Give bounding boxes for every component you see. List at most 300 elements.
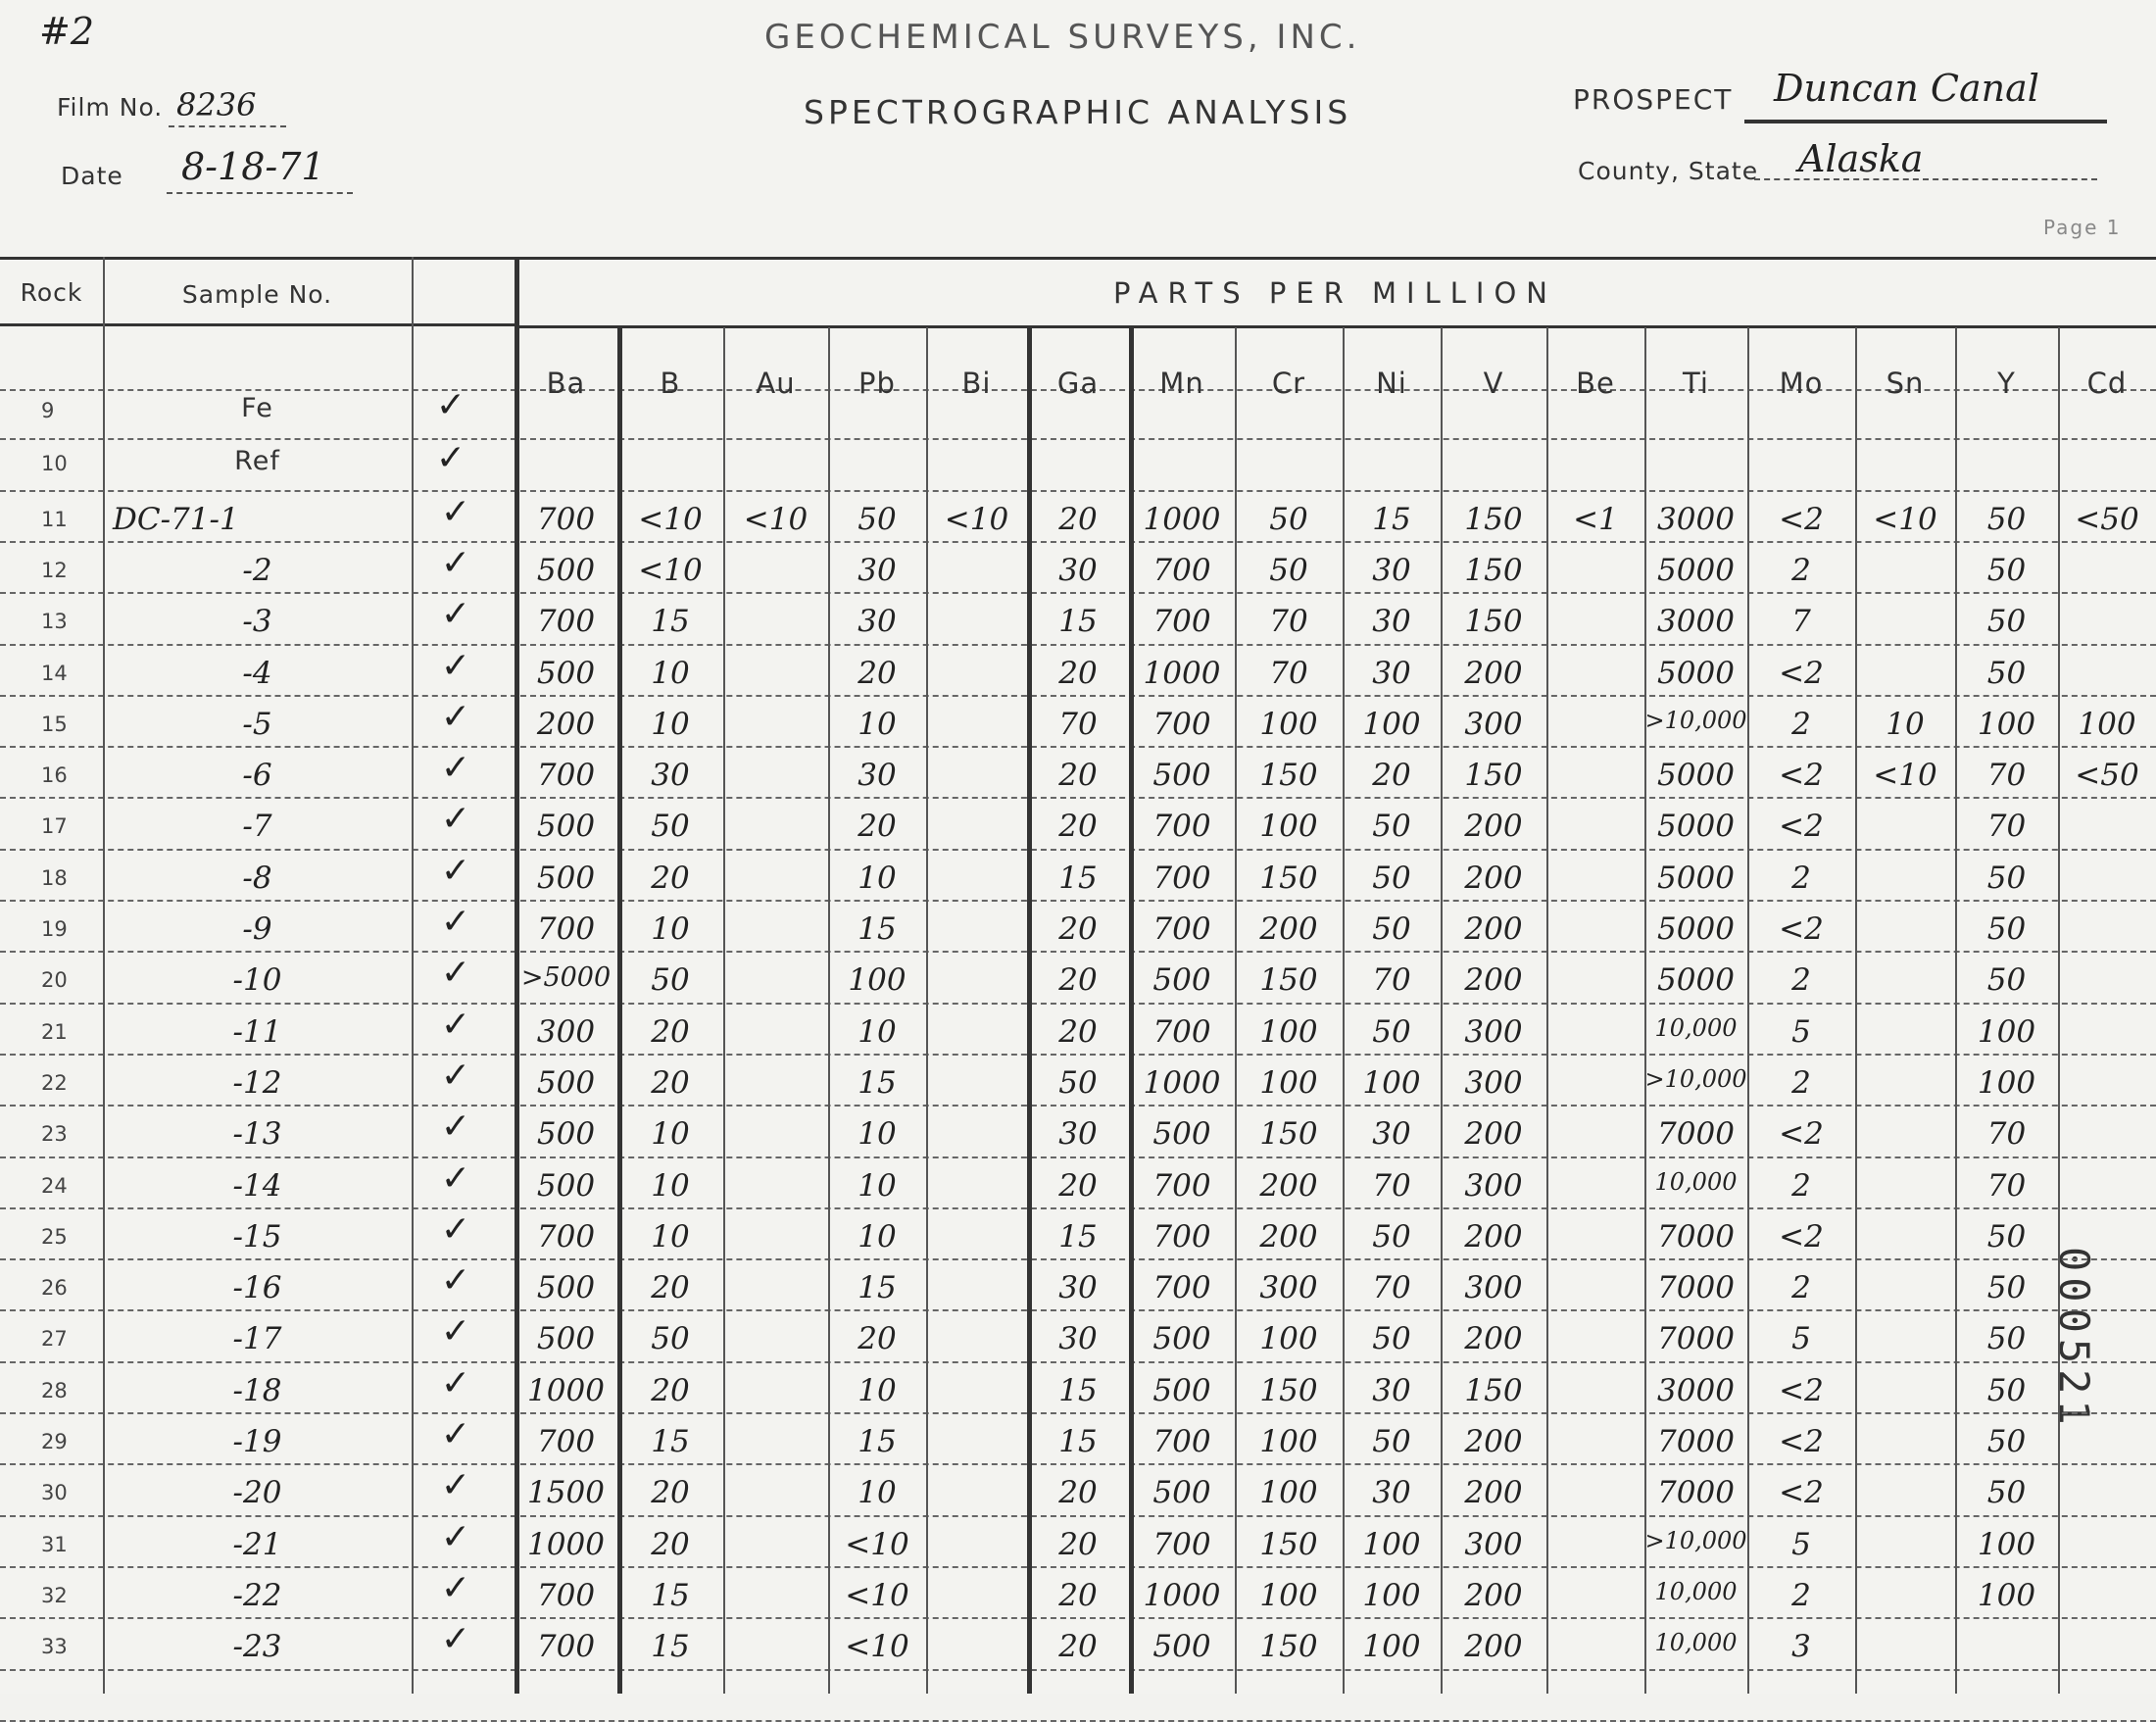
- ppm-value-pb: 30: [858, 604, 897, 640]
- ppm-value-b: 10: [651, 1218, 690, 1255]
- row-number: 10: [41, 452, 68, 476]
- ppm-value-y: 50: [1986, 655, 2027, 691]
- ppm-value-v: 200: [1464, 1629, 1523, 1665]
- row-number: 31: [41, 1532, 68, 1556]
- sample-number: -20: [232, 1475, 282, 1511]
- row-number: 11: [41, 507, 68, 531]
- ppm-value-ti: 5000: [1657, 655, 1735, 691]
- ppm-value-mn: 500: [1152, 1475, 1211, 1511]
- row-number: 17: [41, 814, 68, 839]
- check-mark: ✓: [440, 1260, 471, 1302]
- corner-mark: #2: [39, 10, 95, 53]
- ppm-value-cr: 150: [1259, 1629, 1318, 1665]
- ppm-value-mo: <2: [1779, 655, 1824, 691]
- element-header-sn: Sn: [1886, 367, 1925, 400]
- ppm-value-v: 150: [1464, 604, 1523, 640]
- ppm-value-b: 20: [651, 860, 690, 896]
- row-number: 25: [41, 1224, 68, 1249]
- ppm-value-ga: 20: [1058, 809, 1098, 845]
- ppm-value-ni: 30: [1372, 552, 1411, 588]
- ppm-value-cr: 100: [1259, 1424, 1318, 1459]
- ppm-value-ti: 7000: [1657, 1424, 1735, 1459]
- ppm-value-ti: 5000: [1657, 860, 1735, 896]
- film-underline: [169, 125, 286, 127]
- row-rule: [0, 746, 2156, 748]
- ppm-value-ti: 7000: [1657, 1218, 1735, 1255]
- ppm-value-mn: 1000: [1143, 1577, 1221, 1613]
- ppm-value-pb: 20: [858, 1321, 897, 1357]
- sample-number: -13: [232, 1116, 282, 1153]
- ppm-value-ni: 50: [1372, 1218, 1411, 1255]
- element-header-ga: Ga: [1056, 367, 1100, 400]
- ppm-value-cr: 150: [1259, 1372, 1318, 1408]
- ppm-value-ti: 3000: [1657, 501, 1735, 537]
- ppm-value-pb: 10: [858, 1372, 897, 1408]
- ppm-value-ba: 200: [536, 706, 596, 742]
- ppm-value-ni: 100: [1362, 1629, 1421, 1665]
- ppm-value-y: 70: [1986, 1167, 2027, 1204]
- ppm-value-mo: <2: [1779, 1424, 1824, 1459]
- ppm-value-pb: 100: [848, 962, 906, 999]
- row-number: 23: [41, 1122, 68, 1147]
- element-header-b: B: [660, 367, 681, 400]
- check-mark: ✓: [440, 799, 471, 840]
- row-rule: [0, 1054, 2156, 1056]
- ppm-value-v: 150: [1464, 552, 1523, 588]
- ppm-value-cr: 70: [1269, 655, 1308, 691]
- ppm-value-v: 200: [1464, 1321, 1523, 1357]
- ppm-value-pb: 30: [858, 758, 897, 794]
- ppm-value-ti: 5000: [1657, 809, 1735, 845]
- ppm-value-ti: 3000: [1657, 1372, 1735, 1408]
- ppm-value-mn: 500: [1152, 1116, 1211, 1153]
- element-header-ba: Ba: [546, 367, 586, 400]
- ppm-value-ba: 1000: [527, 1372, 605, 1408]
- ppm-value-ba: 500: [536, 860, 596, 896]
- ppm-value-ni: 50: [1372, 1321, 1411, 1357]
- ppm-value-mo: 5: [1791, 1321, 1811, 1357]
- ppm-value-ba: 500: [536, 552, 596, 588]
- row-number: 33: [41, 1635, 68, 1659]
- ppm-value-mn: 500: [1152, 1321, 1211, 1357]
- ppm-value-ga: 20: [1058, 1167, 1098, 1204]
- ppm-value-ga: 15: [1058, 604, 1098, 640]
- row-number: 27: [41, 1327, 68, 1352]
- ppm-value-ga: 20: [1058, 1013, 1098, 1050]
- ppm-value-cd: 100: [2078, 706, 2136, 742]
- ppm-value-mn: 500: [1152, 962, 1211, 999]
- ppm-value-b: 50: [651, 809, 690, 845]
- ppm-value-mo: 2: [1791, 962, 1811, 999]
- check-mark: ✓: [440, 1311, 471, 1353]
- ppm-value-pb: 10: [858, 1116, 897, 1153]
- ppm-value-ga: 20: [1058, 1577, 1098, 1613]
- ppm-value-ga: 20: [1058, 1526, 1098, 1562]
- sample-number: -19: [232, 1424, 282, 1459]
- row-number: 9: [41, 399, 55, 422]
- page-label: Page 1: [2043, 216, 2122, 239]
- ppm-value-mo: <2: [1779, 1372, 1824, 1408]
- row-rule: [0, 1412, 2156, 1414]
- ppm-value-ni: 20: [1372, 758, 1411, 794]
- ppm-value-cr: 100: [1259, 809, 1318, 845]
- check-mark: ✓: [435, 385, 466, 425]
- ppm-value-v: 300: [1464, 1270, 1523, 1306]
- ppm-value-ti: 5000: [1657, 552, 1735, 588]
- element-header-au: Au: [756, 367, 796, 400]
- ppm-value-ba: >5000: [520, 962, 612, 994]
- ppm-value-mn: 700: [1152, 1424, 1211, 1459]
- sample-header: Sample No.: [181, 280, 333, 309]
- check-mark: ✓: [440, 1107, 471, 1148]
- check-mark: ✓: [440, 1567, 471, 1608]
- ppm-value-b: 10: [651, 706, 690, 742]
- ppm-value-ti: 7000: [1657, 1270, 1735, 1306]
- row-rule: [0, 1669, 2156, 1671]
- ppm-value-mn: 700: [1152, 860, 1211, 896]
- ppm-value-ti: 10,000: [1654, 1167, 1738, 1196]
- ppm-value-v: 200: [1464, 1218, 1523, 1255]
- ppm-value-v: 200: [1464, 860, 1523, 896]
- ppm-value-mn: 700: [1152, 1526, 1211, 1562]
- ppm-value-b: 30: [651, 758, 690, 794]
- ppm-value-ba: 1500: [527, 1475, 605, 1511]
- ppm-value-mn: 700: [1152, 1218, 1211, 1255]
- ppm-value-ni: 100: [1362, 1064, 1421, 1101]
- ppm-value-b: 10: [651, 911, 690, 947]
- ppm-value-mo: 2: [1791, 1167, 1811, 1204]
- ppm-value-v: 200: [1464, 809, 1523, 845]
- ppm-value-mn: 700: [1152, 552, 1211, 588]
- prospect-underline: [1744, 120, 2107, 123]
- ppm-value-b: <10: [638, 552, 703, 588]
- sample-number: -9: [242, 911, 272, 947]
- ppm-value-cr: 100: [1259, 1475, 1318, 1511]
- ppm-value-ti: 5000: [1657, 911, 1735, 947]
- ppm-value-ba: 500: [536, 1321, 596, 1357]
- ppm-value-cr: 100: [1259, 1013, 1318, 1050]
- sample-number: -23: [232, 1629, 282, 1665]
- ppm-value-y: 50: [1986, 1475, 2027, 1511]
- ppm-value-y: 70: [1986, 809, 2027, 845]
- stamp-number: 000521: [2050, 1247, 2098, 1431]
- ppm-value-ti: 7000: [1657, 1475, 1735, 1511]
- ppm-value-mn: 700: [1152, 604, 1211, 640]
- ppm-value-ni: 30: [1372, 655, 1411, 691]
- ppm-value-b: 20: [651, 1475, 690, 1511]
- ppm-value-ti: >10,000: [1644, 1064, 1747, 1093]
- check-mark: ✓: [440, 902, 471, 942]
- ppm-value-ti: 5000: [1657, 758, 1735, 794]
- ppm-value-mn: 1000: [1143, 655, 1221, 691]
- ppm-value-ni: 100: [1362, 1526, 1421, 1562]
- sample-number: -7: [242, 809, 272, 845]
- ppm-value-y: 50: [1986, 911, 2027, 947]
- check-mark: ✓: [440, 1055, 471, 1096]
- row-number: 28: [41, 1378, 68, 1402]
- ppm-value-ni: 70: [1372, 1270, 1411, 1306]
- ppm-value-pb: 20: [858, 809, 897, 845]
- ppm-value-mo: <2: [1779, 501, 1824, 537]
- ppm-value-y: 50: [1986, 1270, 2027, 1306]
- ppm-value-y: 70: [1986, 1116, 2027, 1153]
- ppm-value-mo: <2: [1779, 1116, 1824, 1153]
- ppm-value-cd: <50: [2075, 758, 2139, 794]
- ppm-value-y: 100: [1977, 1013, 2036, 1050]
- ppm-value-ga: 30: [1058, 1116, 1098, 1153]
- ppm-value-cr: 150: [1259, 758, 1318, 794]
- ppm-value-pb: 15: [858, 1064, 897, 1101]
- ppm-value-b: 20: [651, 1372, 690, 1408]
- ppm-value-y: 50: [1986, 1372, 2027, 1408]
- row-number: 15: [41, 712, 68, 736]
- row-rule: [0, 1566, 2156, 1568]
- row-rule: [0, 1156, 2156, 1158]
- ppm-value-ba: 500: [536, 655, 596, 691]
- row-number: 20: [41, 968, 68, 993]
- ppm-value-v: 150: [1464, 1372, 1523, 1408]
- sample-number: -4: [242, 655, 272, 691]
- ppm-value-mo: 5: [1791, 1013, 1811, 1050]
- element-header-v: V: [1483, 367, 1504, 400]
- row-number: 13: [41, 610, 68, 634]
- check-mark: ✓: [440, 1208, 471, 1250]
- ppm-value-ba: 700: [536, 1629, 596, 1665]
- row-number: 30: [41, 1481, 68, 1505]
- ppm-value-ti: 5000: [1657, 962, 1735, 999]
- ppm-value-b: 15: [651, 604, 690, 640]
- row-rule: [0, 438, 2156, 440]
- ppm-value-y: 70: [1986, 758, 2027, 794]
- ppm-value-y: 100: [1977, 1577, 2036, 1613]
- element-header-mo: Mo: [1779, 367, 1824, 400]
- row-number: 16: [41, 763, 68, 788]
- element-header-ti: Ti: [1683, 367, 1709, 400]
- ppm-value-mo: <2: [1779, 1218, 1824, 1255]
- check-mark: ✓: [440, 953, 471, 994]
- ppm-value-pb: 30: [858, 552, 897, 588]
- ppm-value-ni: 50: [1372, 860, 1411, 896]
- ppm-value-ni: 30: [1372, 1372, 1411, 1408]
- ppm-value-ti: 10,000: [1654, 1013, 1738, 1042]
- ppm-value-v: 300: [1464, 1064, 1523, 1101]
- ppm-value-sn: <10: [1873, 758, 1937, 794]
- ppm-value-b: 10: [651, 1116, 690, 1153]
- sample-number: -22: [232, 1577, 282, 1613]
- check-mark: ✓: [440, 1362, 471, 1403]
- ppm-value-y: 100: [1977, 706, 2036, 742]
- ppm-value-ga: 15: [1058, 860, 1098, 896]
- rock-header: Rock: [20, 278, 83, 307]
- ppm-value-ba: 300: [536, 1013, 596, 1050]
- ppm-value-ni: 70: [1372, 962, 1411, 999]
- ppm-value-ni: 50: [1372, 911, 1411, 947]
- ppm-value-b: 20: [651, 1013, 690, 1050]
- ppm-value-y: 100: [1977, 1526, 2036, 1562]
- ppm-value-ga: 20: [1058, 501, 1098, 537]
- ppm-value-cr: 100: [1259, 1577, 1318, 1613]
- ppm-value-v: 200: [1464, 911, 1523, 947]
- ppm-value-ba: 700: [536, 758, 596, 794]
- ppm-value-v: 200: [1464, 962, 1523, 999]
- ppm-value-mo: 2: [1791, 1577, 1811, 1613]
- check-mark: ✓: [440, 1619, 471, 1660]
- ppm-value-ga: 30: [1058, 1321, 1098, 1357]
- ppm-value-ga: 20: [1058, 1629, 1098, 1665]
- ppm-value-ba: 700: [536, 501, 596, 537]
- ppm-value-ba: 500: [536, 1270, 596, 1306]
- ppm-value-mn: 1000: [1143, 501, 1221, 537]
- check-mark: ✓: [440, 850, 471, 891]
- ppm-value-ga: 15: [1058, 1424, 1098, 1459]
- ppm-value-v: 300: [1464, 706, 1523, 742]
- reference-sample: Ref: [234, 446, 280, 477]
- ppm-value-cr: 200: [1259, 911, 1318, 947]
- element-header-bi: Bi: [961, 367, 992, 400]
- ppm-value-v: 150: [1464, 758, 1523, 794]
- ppm-header: PARTS PER MILLION: [1113, 276, 1557, 310]
- check-mark: ✓: [435, 438, 466, 479]
- ppm-value-pb: 10: [858, 1475, 897, 1511]
- ppm-value-mo: 3: [1791, 1629, 1811, 1665]
- check-mark: ✓: [440, 1157, 471, 1199]
- ppm-value-y: 50: [1986, 962, 2027, 999]
- ppm-value-y: 50: [1986, 1321, 2027, 1357]
- ppm-value-y: 100: [1977, 1064, 2036, 1101]
- ppm-value-ni: 50: [1372, 1424, 1411, 1459]
- ppm-value-ga: 70: [1058, 706, 1098, 742]
- ppm-value-ga: 15: [1058, 1372, 1098, 1408]
- ppm-value-pb: 10: [858, 1167, 897, 1204]
- document-title: SPECTROGRAPHIC ANALYSIS: [804, 93, 1352, 131]
- ppm-value-au: <10: [743, 501, 808, 537]
- ppm-value-ni: 30: [1372, 1475, 1411, 1511]
- row-number: 24: [41, 1173, 68, 1198]
- ppm-value-b: 20: [651, 1270, 690, 1306]
- ppm-value-ni: 70: [1372, 1167, 1411, 1204]
- date-value: 8-18-71: [181, 145, 325, 188]
- ppm-value-v: 300: [1464, 1013, 1523, 1050]
- prospect-label: PROSPECT: [1573, 83, 1734, 116]
- header-bottom-rule: [0, 323, 514, 326]
- county-value: Alaska: [1798, 137, 1924, 180]
- ppm-value-b: 15: [651, 1424, 690, 1459]
- ppm-value-sn: 10: [1886, 706, 1925, 742]
- ppm-value-mo: 5: [1791, 1526, 1811, 1562]
- sample-number: DC-71-1: [113, 501, 239, 537]
- ppm-value-v: 300: [1464, 1526, 1523, 1562]
- ppm-value-ga: 15: [1058, 1218, 1098, 1255]
- check-mark: ✓: [440, 696, 471, 737]
- ppm-value-ga: 50: [1058, 1064, 1098, 1101]
- film-value: 8236: [176, 86, 257, 123]
- ppm-value-cr: 50: [1269, 552, 1308, 588]
- ppm-value-pb: 15: [858, 1270, 897, 1306]
- row-number: 12: [41, 558, 68, 582]
- ppm-value-ni: 15: [1372, 501, 1411, 537]
- ppm-value-b: 20: [651, 1526, 690, 1562]
- ppm-table: [0, 257, 2156, 1694]
- sample-number: -8: [242, 860, 272, 896]
- check-mark: ✓: [440, 1516, 471, 1557]
- row-rule: [0, 1258, 2156, 1260]
- row-number: 29: [41, 1430, 68, 1453]
- ppm-value-y: 50: [1986, 501, 2027, 537]
- row-rule: [0, 951, 2156, 953]
- ppm-value-v: 200: [1464, 655, 1523, 691]
- ppm-value-b: 10: [651, 1167, 690, 1204]
- check-mark: ✓: [440, 748, 471, 789]
- row-rule: [0, 490, 2156, 492]
- ppm-value-mo: 2: [1791, 706, 1811, 742]
- row-rule: [0, 797, 2156, 799]
- row-rule: [0, 695, 2156, 697]
- row-number: 18: [41, 865, 68, 890]
- ppm-value-ba: 700: [536, 1424, 596, 1459]
- row-number: 32: [41, 1583, 68, 1607]
- ppm-value-mo: 2: [1791, 1064, 1811, 1101]
- element-header-cd: Cd: [2086, 367, 2128, 400]
- ppm-value-v: 200: [1464, 1475, 1523, 1511]
- ppm-value-cr: 100: [1259, 1064, 1318, 1101]
- ppm-value-ba: 700: [536, 604, 596, 640]
- ppm-value-ti: 3000: [1657, 604, 1735, 640]
- ppm-value-be: <1: [1573, 501, 1618, 537]
- company-name: GEOCHEMICAL SURVEYS, INC.: [764, 18, 1361, 57]
- sample-number: -5: [242, 706, 272, 742]
- sample-number: -10: [232, 962, 282, 999]
- ppm-value-y: 50: [1986, 1218, 2027, 1255]
- check-mark: ✓: [440, 645, 471, 686]
- ppm-value-mn: 500: [1152, 758, 1211, 794]
- row-rule: [0, 1105, 2156, 1107]
- ppm-value-ni: 30: [1372, 1116, 1411, 1153]
- row-rule: [0, 900, 2156, 902]
- check-mark: ✓: [440, 1465, 471, 1506]
- ppm-value-pb: 10: [858, 860, 897, 896]
- ppm-value-ti: >10,000: [1644, 1526, 1747, 1554]
- ppm-value-cr: 150: [1259, 1116, 1318, 1153]
- row-number: 26: [41, 1276, 68, 1301]
- ppm-value-ga: 20: [1058, 962, 1098, 999]
- ppm-value-pb: 10: [858, 1013, 897, 1050]
- ppm-value-cr: 200: [1259, 1218, 1318, 1255]
- ppm-value-pb: 15: [858, 911, 897, 947]
- ppm-value-ga: 20: [1058, 1475, 1098, 1511]
- ppm-value-mn: 700: [1152, 1167, 1211, 1204]
- ppm-value-b: 15: [651, 1577, 690, 1613]
- ppm-value-mo: <2: [1779, 911, 1824, 947]
- ppm-value-ga: 30: [1058, 1270, 1098, 1306]
- county-underline: [1754, 178, 2097, 180]
- row-rule: [0, 644, 2156, 646]
- ppm-value-pb: 20: [858, 655, 897, 691]
- row-rule: [0, 1617, 2156, 1619]
- ppm-value-ni: 30: [1372, 604, 1411, 640]
- row-rule: [0, 1463, 2156, 1465]
- ppm-value-b: <10: [638, 501, 703, 537]
- date-underline: [167, 192, 353, 194]
- ppm-value-b: 50: [651, 1321, 690, 1357]
- row-rule: [0, 849, 2156, 851]
- sample-number: -18: [232, 1372, 282, 1408]
- row-rule: [0, 1515, 2156, 1517]
- ppm-value-ni: 50: [1372, 1013, 1411, 1050]
- ppm-value-v: 200: [1464, 1424, 1523, 1459]
- ppm-value-b: 10: [651, 655, 690, 691]
- check-mark: ✓: [440, 542, 471, 583]
- sample-number: -6: [242, 758, 272, 794]
